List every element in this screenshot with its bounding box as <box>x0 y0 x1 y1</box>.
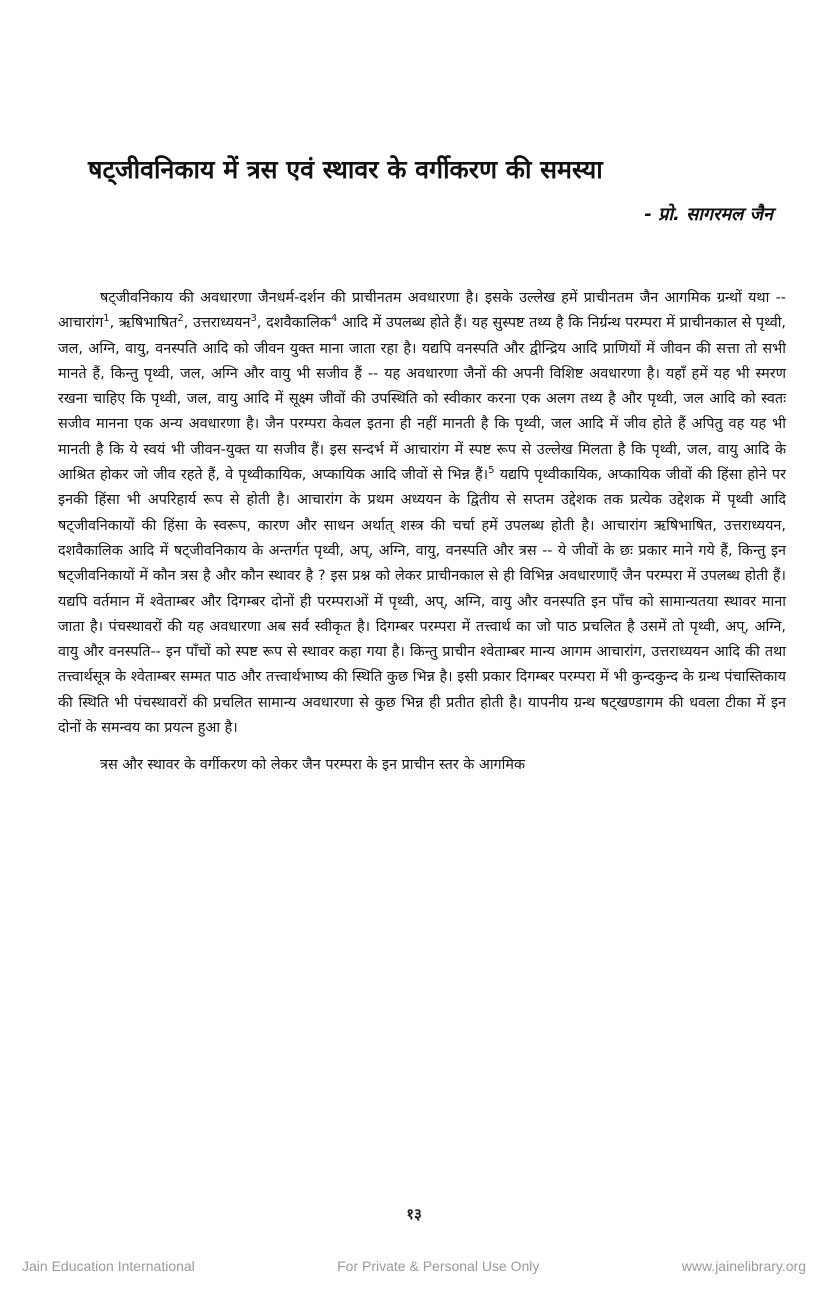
footer-usage-notice: For Private & Personal Use Only <box>337 1258 540 1274</box>
paragraph-2: त्रस और स्थावर के वर्गीकरण को लेकर जैन परम्परा के इन प्राचीन स्तर के आगमिक <box>100 757 526 774</box>
footer-publisher: Jain Education International <box>22 1258 195 1274</box>
article-body <box>58 286 786 779</box>
footer <box>22 1258 806 1274</box>
paragraph-1: षट्जीवनिकाय की अवधारणा जैनधर्म-दर्शन की प्राचीनतम अवधारणा है। इसके उल्लेख हमें प्राचीनतम जैन आगमिक ग्रन्थों यथा -- आचारांग$^1$, ऋषिभाषित$^2$, उत्तराध्ययन$^3$, दशवैकालिक$^4$ आदि में उपलब्ध होते हैं। यह सुस्पष्ट तथ्य है कि निर्ग्रन्थ परम्परा में प्राचीनकाल से पृथ्वी, जल, अग्नि, वायु, वनस्पति आदि को जीवन युक्त माना जाता रहा है। यद्यपि वनस्पति और द्वीन्द्रिय आदि प्राणियों में जीवन की सत्ता तो सभी मानते हैं, किन्तु पृथ्वी, जल, अग्नि और वायु भी सजीव हैं -- यह अवधारणा जैनों की अपनी विशिष्ट अवधारणा है। यहाँ हमें यह भी स्मरण रखना चाहिए कि पृथ्वी, जल, वायु आदि में सूक्ष्म जीवों की उपस्थिति को स्वीकार करना एक अलग तथ्य है और पृथ्वी, जल आदि को स्वतः सजीव मानना एक अन्य अवधारणा है। जैन परम्परा केवल इतना ही नहीं मानती है कि पृथ्वी, जल आदि में जीव होते हैं अपितु वह यह भी मानती है कि ये स्वयं भी जीवन-युक्त या सजीव हैं। इस सन्दर्भ में आचारांग में स्पष्ट रूप से उल्लेख मिलता है कि पृथ्वी, जल, वायु आदि के आश्रित होकर जो जीव रहते हैं, वे पृथ्वीकायिक, अप्कायिक आदि जीवों से भिन्न हैं।$^5$ यद्यपि पृथ्वीकायिक, अप्कायिक जीवों की हिंसा होने पर इनकी हिंसा भी अपरिहार्य रूप से होती है। आचारांग के प्रथम अध्ययन के द्वितीय से सप्तम उद्देशक तक प्रत्येक उद्देशक में पृथ्वी आदि षट्जीवनिकायों की हिंसा के स्वरूप, कारण और साधन अर्थात् शस्त्र की चर्चा हमें उपलब्ध होती है। आचारांग ऋषिभाषित, उत्तराध्ययन, दशवैकालिक आदि में षट्जीवनिकाय के अन्तर्गत पृथ्वी, अप्, अग्नि, वायु, वनस्पति और त्रस -- ये जीवों के छः प्रकार माने गये हैं, किन्तु इन षट्जीवनिकायों में कौन त्रस है और कौन स्थावर है ? इस प्रश्न को लेकर प्राचीनकाल से ही विभिन्न अवधारणाएँ जैन परम्परा में उपलब्ध होती हैं। यद्यपि वर्तमान में श्वेताम्बर और दिगम्बर दोनों ही परम्पराओं में पृथ्वी, अप्, अग्नि, वायु और वनस्पति इन पाँच को सामान्यतया स्थावर माना जाता है। पंचस्थावरों की यह अवधारणा अब सर्व स्वीकृत है। दिगम्बर परम्परा में तत्त्वार्थ का जो पाठ प्रचलित है उसमें तो पृथ्वी, अप्, अग्नि, वायु और वनस्पति-- इन पाँचों को स्पष्ट रूप से स्थावर कहा गया है। किन्तु प्राचीन श्वेताम्बर मान्य आगम आचारांग, उत्तराध्ययन आदि की तथा तत्त्वार्थसूत्र के श्वेताम्बर सम्मत पाठ और तत्त्वार्थभाष्य की स्थिति कुछ भिन्न है। इसी प्रकार दिगम्बर परम्परा में भी कुन्दकुन्द के ग्रन्थ पंचास्तिकाय की स्थिति भी पंचस्थावरों की प्रचलित सामान्य अवधारणा से कुछ भिन्न ही प्रतीत होती है। यापनीय ग्रन्थ षट्खण्डागम की धवला टीका में इन दोनों के समन्वय का प्रयत्न हुआ है। <box>58 290 786 737</box>
footnote-ref: 1 <box>103 313 110 325</box>
page-number: १३ <box>406 1205 422 1223</box>
footnote-ref: 2 <box>177 313 184 325</box>
article-author: - प्रो. सागरमल जैन <box>644 204 773 225</box>
footnote-ref: 3 <box>250 313 257 325</box>
article-title: षट्जीवनिकाय में त्रस एवं स्थावर के वर्गीकरण की समस्या <box>88 155 603 184</box>
footnote-ref: 4 <box>330 313 338 325</box>
footer-website-link[interactable]: www.jainelibrary.org <box>681 1258 806 1274</box>
footnote-ref: 5 <box>488 465 495 477</box>
